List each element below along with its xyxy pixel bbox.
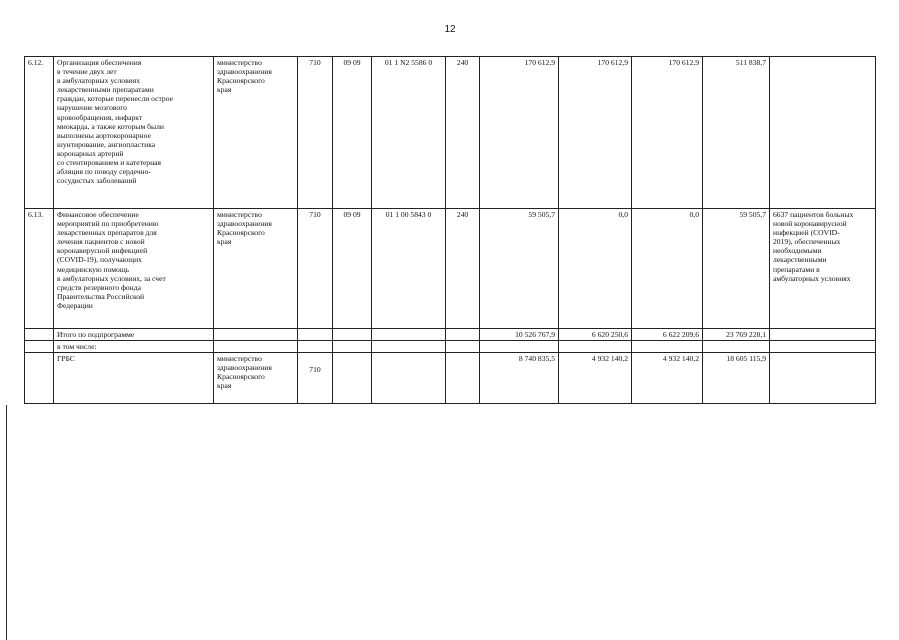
measure-name: Организация обеспечения в течение двух лет в амбулаторных условиях лекарственными препаратами граждан, которые перенесли острое нарушение мозгового кровообращения, инфаркт миокарда, а также которым были выполнены аортокоронарное шунтирование, ангиопластика коронарных артерий со стентированием и катетерная абляция по поводу сердечно- сосудистых заболеваний [54, 57, 214, 209]
subtotal-year-3: 6 622 209,6 [632, 329, 703, 341]
grbs-code: 710 [298, 209, 333, 329]
grbs-total: 18 605 115,9 [703, 353, 770, 404]
row-number: 6.13. [25, 209, 54, 329]
grbs-year-1: 8 740 835,5 [480, 353, 559, 404]
value-total: 59 505,7 [703, 209, 770, 329]
scan-edge-line [6, 405, 7, 640]
vr-code: 240 [446, 209, 480, 329]
including-label: в том числе: [54, 341, 214, 353]
grbs-name: министерство здравоохранения Красноярского края [214, 57, 298, 209]
subtotal-row [25, 329, 876, 341]
value-year-2: 0,0 [559, 209, 632, 329]
vr-code: 240 [446, 57, 480, 209]
grbs-year-3: 4 932 140,2 [632, 353, 703, 404]
grbs-year-2: 4 932 140,2 [559, 353, 632, 404]
value-year-3: 170 612,9 [632, 57, 703, 209]
table-row [25, 209, 876, 329]
value-year-1: 59 505,7 [480, 209, 559, 329]
grbs-code: 710 [298, 57, 333, 209]
rzpr-code: 09 09 [333, 57, 372, 209]
rzpr-code: 09 09 [333, 209, 372, 329]
row-number: 6.12. [25, 57, 54, 209]
subtotal-label: Итого по подпрограмме [54, 329, 214, 341]
grbs-code: 710 [298, 353, 333, 404]
expected-result: 6637 пациентов больных новой коронавирусной инфекцией (COVID- 2019), обеспеченных необходимыми лекарственными препаратами в амбулаторных условиях [770, 209, 876, 329]
csr-code: 01 1 00 5843 0 [372, 209, 446, 329]
including-row [25, 341, 876, 353]
page-number: 12 [444, 24, 456, 35]
budget-table [24, 56, 876, 404]
value-year-1: 170 612,9 [480, 57, 559, 209]
value-total: 511 838,7 [703, 57, 770, 209]
subtotal-total: 23 769 228,1 [703, 329, 770, 341]
subtotal-year-2: 6 620 250,6 [559, 329, 632, 341]
grbs-row [25, 353, 876, 404]
measure-name: Финансовое обеспечение мероприятий по приобретению лекарственных препаратов для лечения пациентов с новой коронавирусной инфекцией (COVID-19), получающих медицинскую помощь в амбулаторных условиях, за счет средств резервного фонда Правительства Российской Федерации [54, 209, 214, 329]
value-year-3: 0,0 [632, 209, 703, 329]
csr-code: 01 1 N2 5586 0 [372, 57, 446, 209]
grbs-label: ГРБС [54, 353, 214, 404]
value-year-2: 170 612,9 [559, 57, 632, 209]
expected-result [770, 57, 876, 209]
subtotal-year-1: 10 526 767,9 [480, 329, 559, 341]
grbs-name: министерство здравоохранения Красноярского края [214, 353, 298, 404]
table-row [25, 57, 876, 209]
grbs-name: министерство здравоохранения Красноярского края [214, 209, 298, 329]
